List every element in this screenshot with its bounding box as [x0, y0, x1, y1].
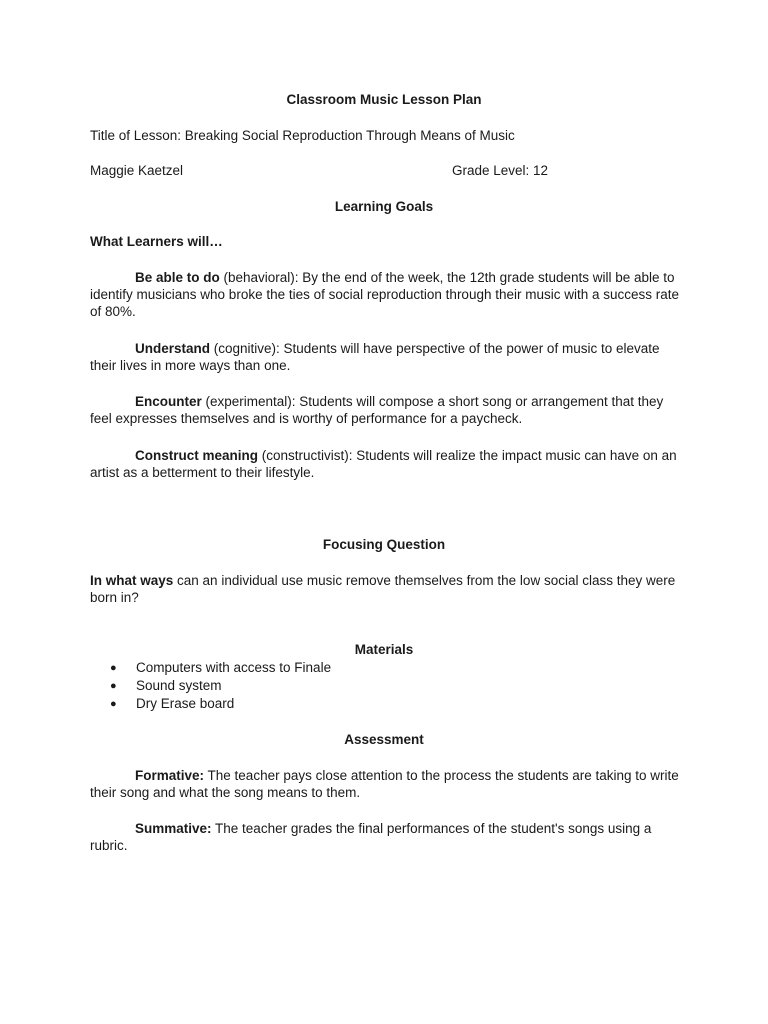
list-item: [110, 659, 331, 677]
list-item: [110, 695, 331, 713]
bullet-icon: ●: [110, 698, 117, 710]
assessment-text: The teacher grades the final performances of the student's songs using a rubric.: [90, 821, 652, 853]
goal-term: Encounter: [135, 394, 202, 409]
focusing-question-lead: In what ways: [90, 573, 174, 588]
goal-behavioral: [90, 269, 682, 320]
goal-text: (experimental): Students will compose a short song or arrangement that they feel expresses themselves and is worthy of performance for a paycheck.: [90, 394, 664, 426]
assessment-summative: [90, 820, 682, 854]
goal-experimental: [90, 393, 682, 427]
assessment-term: Formative:: [135, 768, 205, 783]
lesson-title: Title of Lesson: Breaking Social Reproduction Through Means of Music: [90, 128, 515, 143]
goal-text: (cognitive): Students will have perspective of the power of music to elevate their lives in more ways than one.: [90, 341, 660, 373]
assessment-text: The teacher pays close attention to the process the students are taking to write their song and what the song means to them.: [90, 768, 679, 800]
focusing-question: [90, 572, 682, 606]
assessment-term: Summative:: [135, 821, 212, 836]
focusing-question-text: can an individual use music remove themselves from the low social class they were born in?: [90, 573, 676, 605]
author-name: Maggie Kaetzel: [90, 163, 184, 178]
goal-cognitive: [90, 340, 682, 374]
grade-level: Grade Level: 12: [452, 163, 549, 178]
goal-text: (constructivist): Students will realize the impact music can have on an artist as a betterment to their lifestyle.: [90, 448, 677, 480]
material-item: Dry Erase board: [136, 696, 235, 711]
bullet-icon: ●: [110, 680, 117, 692]
assessment-formative: [90, 767, 682, 801]
focusing-question-heading: Focusing Question: [322, 537, 446, 552]
goal-term: Understand: [135, 341, 211, 356]
goal-term: Construct meaning: [135, 448, 259, 463]
document-title: Classroom Music Lesson Plan: [286, 92, 482, 107]
learning-goals-heading: Learning Goals: [334, 199, 434, 214]
list-item: [110, 677, 331, 695]
assessment-heading: Assessment: [344, 732, 424, 747]
materials-heading: Materials: [354, 642, 414, 657]
learning-goals-intro: What Learners will…: [90, 234, 223, 249]
material-item: Computers with access to Finale: [136, 660, 332, 675]
goal-text: (behavioral): By the end of the week, the 12th grade students will be able to identify musicians who broke the ties of social reproduction through their music with a success rate of 80%.: [90, 270, 680, 319]
goal-term: Be able to do: [135, 270, 220, 285]
materials-list: [110, 659, 331, 713]
material-item: Sound system: [136, 678, 222, 693]
bullet-icon: ●: [110, 662, 117, 674]
goal-constructivist: [90, 447, 682, 481]
